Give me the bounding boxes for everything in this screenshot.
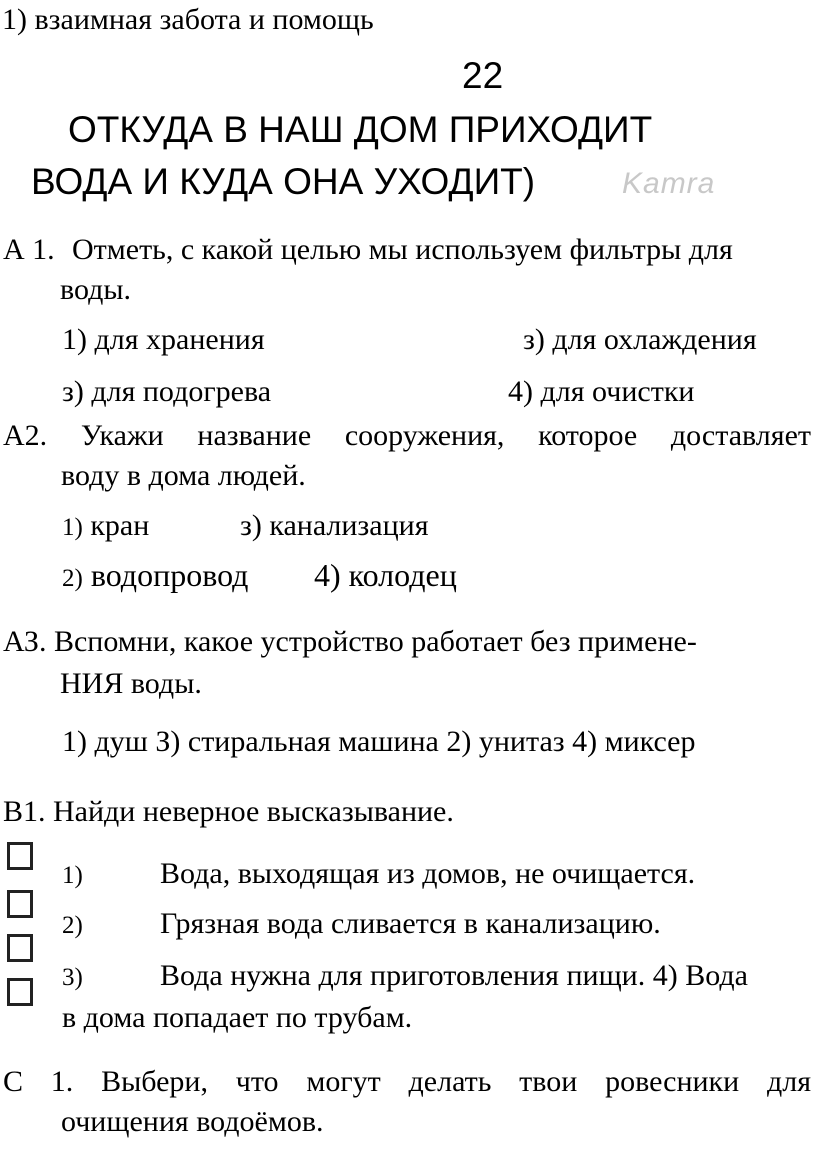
c1-question-line1: С 1. Выбери, что могут делать твои ровесники для: [3, 1065, 811, 1098]
b1-item-1-text: Вода, выходящая из домов, не очищается.: [160, 857, 696, 890]
a2-question-line2: воду в дома людей.: [61, 459, 306, 492]
watermark-logo: Kamra: [622, 167, 716, 200]
a2-option-4: 4) колодец: [314, 557, 457, 593]
a2-option-1: [62, 508, 149, 546]
b1-checkbox-2[interactable]: [7, 890, 33, 918]
a3-question-line1: АЗ. Вспомни, какое устройство работает без примене-: [3, 625, 697, 658]
b1-question: В1. Найди неверное высказывание.: [3, 795, 454, 828]
page-title-line1: ОТКУДА В НАШ ДОМ ПРИХОДИТ: [68, 109, 653, 150]
b1-item-3-number-text: 3): [62, 964, 83, 991]
b1-item-2-number: [62, 906, 83, 944]
page-title-line2: ВОДА И КУДА ОНА УХОДИТ): [31, 161, 536, 202]
b1-checkbox-3[interactable]: [7, 934, 33, 962]
a1-option-1: 1) для хранения: [62, 323, 265, 356]
c1-question-line2: очищения водоёмов.: [61, 1105, 324, 1138]
a2-option-3-text: водопровод: [90, 557, 249, 593]
a1-question-line1: Отметь, с какой целью мы используем фильтры для: [72, 233, 733, 266]
b1-item-3-continuation: в дома попадает по трубам.: [62, 1001, 413, 1034]
a1-option-4: 4) для очистки: [508, 375, 695, 408]
page-number: 22: [462, 55, 504, 96]
b1-item-2-number-text: 2): [62, 912, 83, 939]
a1-option-2: з) для охлаждения: [523, 323, 757, 356]
a2-question-line1: А2. Укажи название сооружения, которое доставляет: [3, 419, 811, 452]
b1-checkbox-4[interactable]: [7, 978, 33, 1006]
a1-option-3: з) для подогрева: [62, 375, 272, 408]
b1-checkbox-1[interactable]: [7, 842, 33, 870]
b1-item-1-number: [62, 856, 83, 894]
b1-item-3-number: [62, 958, 83, 996]
a2-option-3-number: 2): [62, 565, 83, 592]
top-line: 1) взаимная забота и помощь: [2, 3, 374, 36]
b1-item-1-number-text: 1): [62, 862, 83, 889]
a3-options: 1) душ З) стиральная машина 2) унитаз 4) миксер: [62, 725, 696, 758]
a2-option-2: з) канализация: [240, 509, 429, 542]
a2-option-1-text: кран: [90, 509, 150, 542]
a2-option-1-number: 1): [62, 514, 83, 541]
b1-item-3-text: Вода нужна для приготовления пищи. 4) Вода: [160, 959, 748, 992]
b1-item-2-text: Грязная вода сливается в канализацию.: [160, 907, 661, 940]
a1-question-line2: воды.: [60, 273, 132, 306]
a1-label: А 1.: [3, 233, 55, 266]
a2-option-3: [62, 556, 248, 598]
a3-question-line2: НИЯ воды.: [60, 667, 202, 700]
